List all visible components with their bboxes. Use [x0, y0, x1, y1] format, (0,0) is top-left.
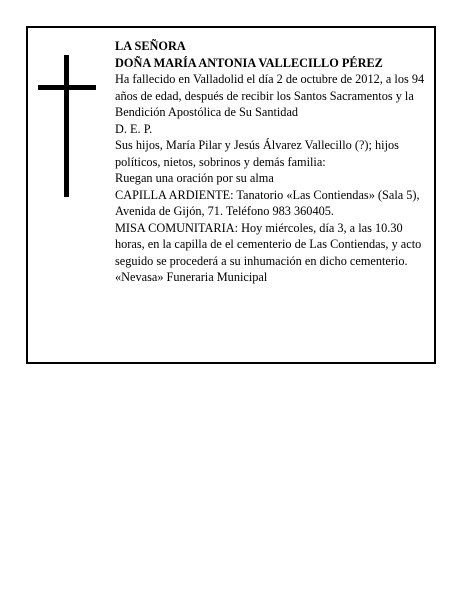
rip-line: D. E. P.	[115, 121, 153, 136]
family-list: Sus hijos, María Pilar y Jesús Álvarez Vallecillo (?); hijos políticos, nietos, sobrinos y demás familia:	[115, 138, 399, 169]
cross-vertical-bar	[64, 55, 69, 197]
funeral-home: «Nevasa» Funeraria Municipal	[115, 270, 268, 284]
deceased-name: DOÑA MARÍA ANTONIA VALLECILLO PÉREZ	[115, 55, 383, 70]
cross-horizontal-bar	[38, 85, 96, 90]
mass-info: MISA COMUNITARIA: Hoy miércoles, día 3, a las 10.30 horas, en la capilla de el cementerio de Las Contiendas, y acto seguido se procederá a su inhumación en dicho cementerio.	[115, 220, 422, 268]
prayer-request: Ruegan una oración por su alma	[115, 171, 274, 185]
notice-title: LA SEÑORA	[115, 39, 186, 53]
wake-info: CAPILLA ARDIENTE: Tanatorio «Las Contiendas» (Sala 5), Avenida de Gijón, 71. Teléfono 983 360405.	[115, 187, 420, 218]
obituary-text	[115, 38, 430, 286]
death-announcement: Ha fallecido en Valladolid el día 2 de octubre de 2012, a los 94 años de edad, después de recibir los Santos Sacramentos y la Bendición Apostólica de Su Santidad	[115, 72, 425, 119]
